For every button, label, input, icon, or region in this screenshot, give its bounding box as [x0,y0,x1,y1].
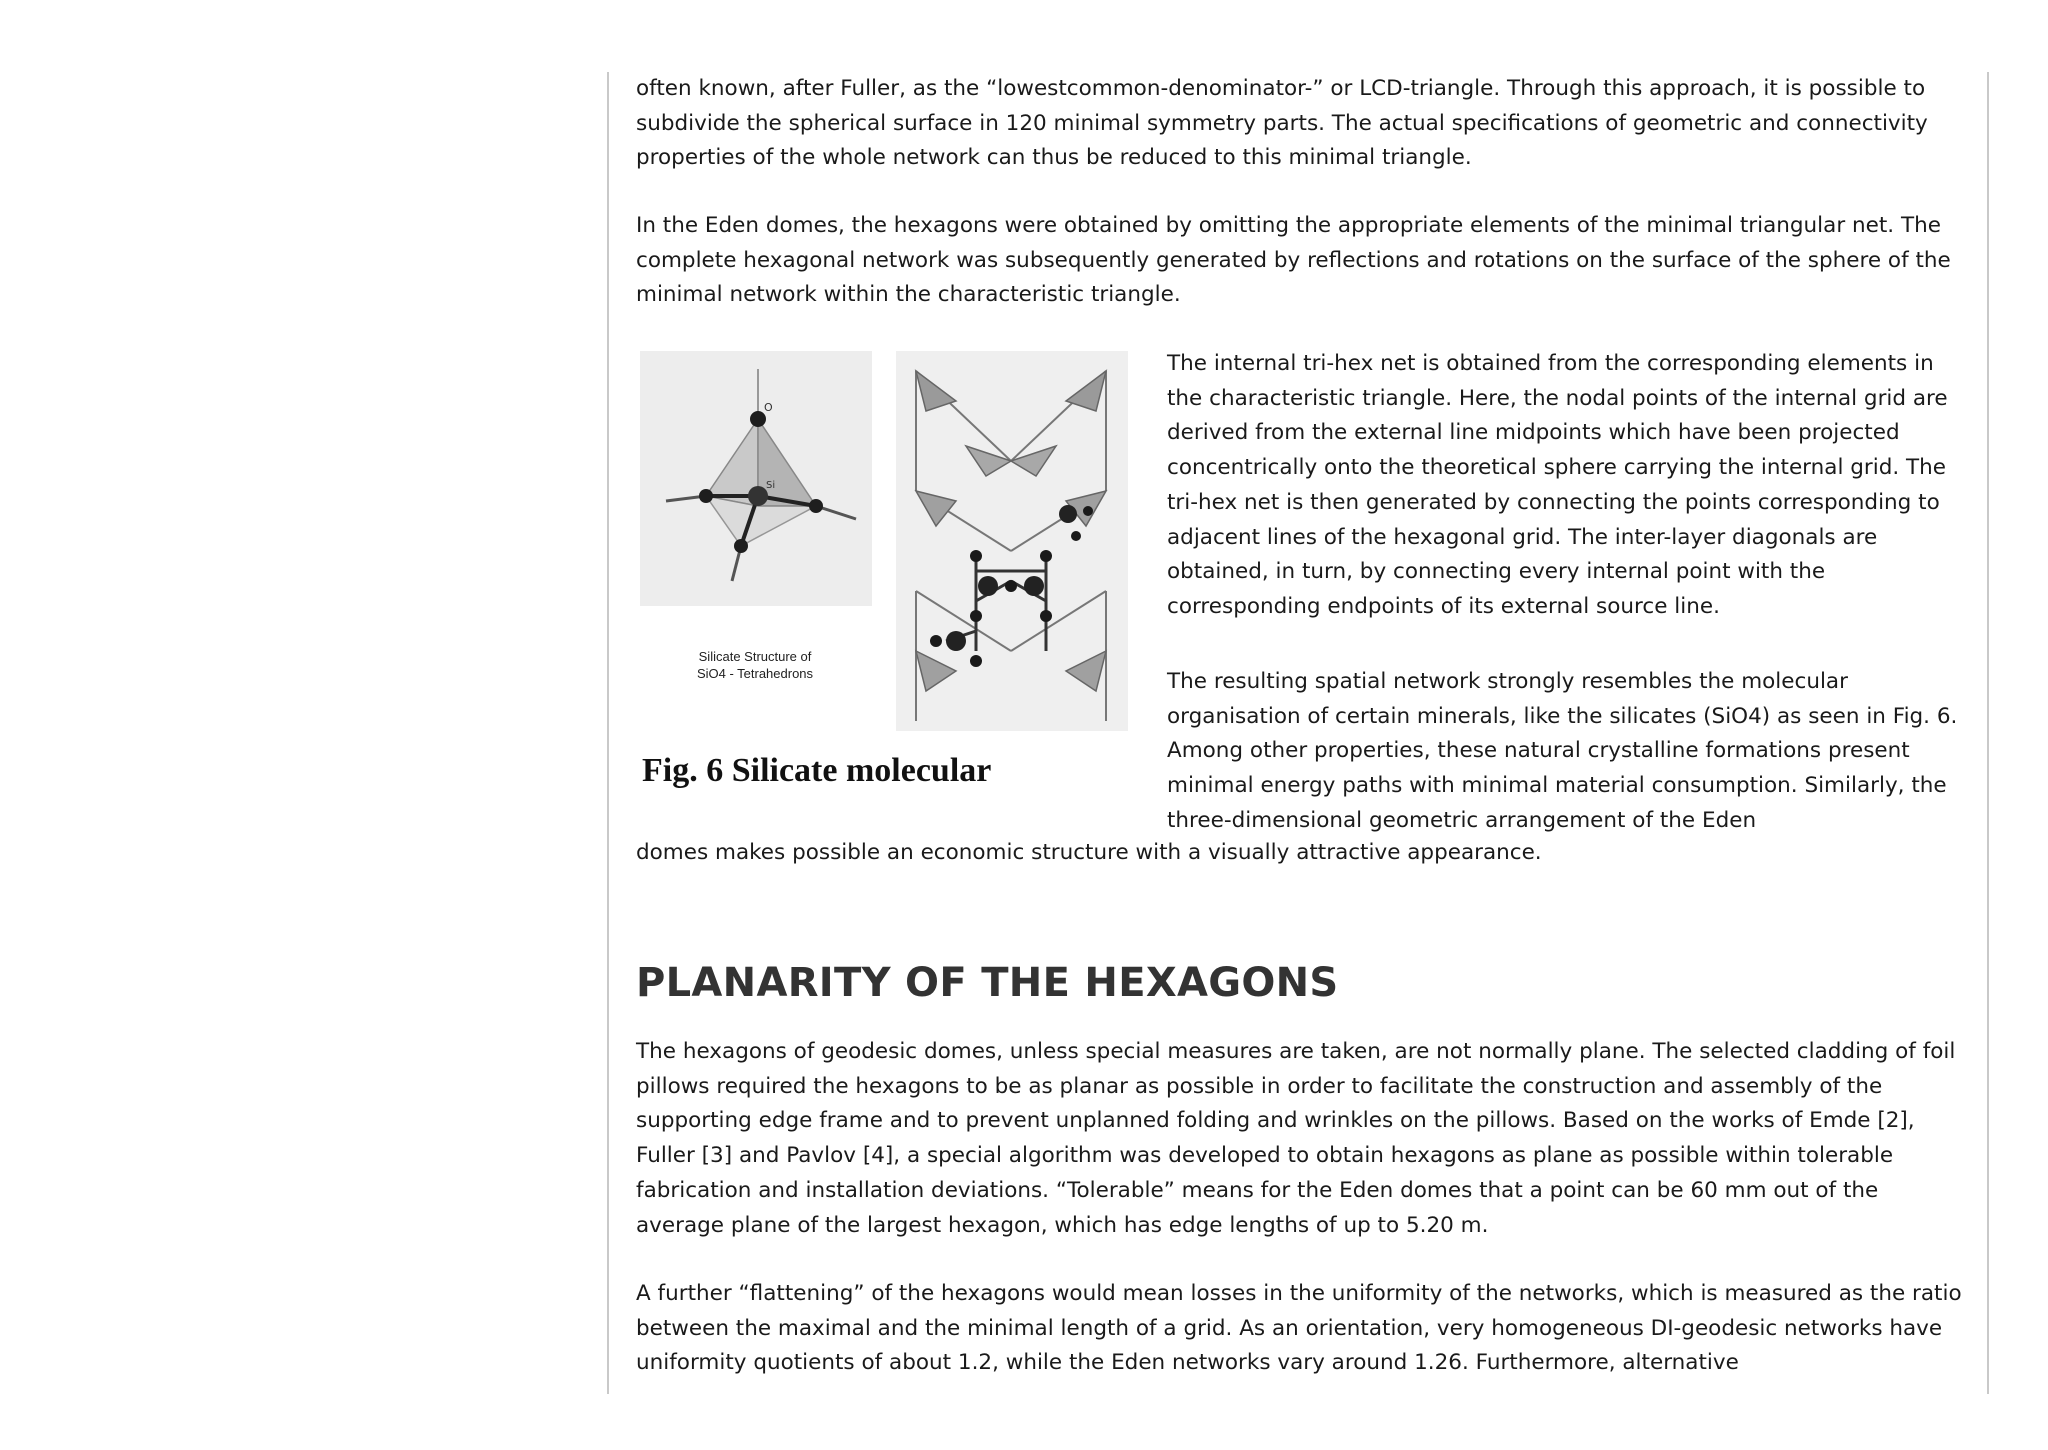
paragraph-flattening: A further “flattening” of the hexagons would mean losses in the uniformity of the networks, which is measured as the ratio between the maximal and the minimal length of a grid. As an orientation, very homogeneous DI-geodesic networks have uniformity quotients of about 1.2, while the Eden networks vary around 1.26. Furthermore, alternative [636,1281,1962,1376]
section-heading: PLANARITY OF THE HEXAGONS [636,960,1339,1006]
figure-silicate [636,351,1140,869]
article-column [607,72,1989,1394]
tetrahedron-diagram [640,351,872,731]
silicate-chain-diagram [896,351,1128,731]
figure-caption: Fig. 6 Silicate molecular [642,752,992,789]
paragraph-lcd-triangle: often known, after Fuller, as the “lowestcommon-denominator-” or LCD-triangle. Through this approach, it is possible to subdivide the spherical surface in 120 minimal symmetry parts. The actual specifications of geometric and connectivity properties of the whole network can thus be reduced to this minimal triangle. [636,76,1928,171]
atom-si-label: Si [766,480,776,491]
inset-label-line2: SiO4 - Tetrahedrons [696,666,814,681]
paragraph-trihex-net: The internal tri-hex net is obtained from the corresponding elements in the characteristic triangle. Here, the nodal points of the internal grid are derived from the external line midpoints which have been projected concentrically onto the theoretical sphere carrying the internal grid. The tri-hex net is then generated by connecting the points corresponding to adjacent lines of the hexagonal grid. The inter-layer diagonals are obtained, in turn, by connecting every internal point with the corresponding endpoints of its external source line. [1167,351,1948,619]
paragraph-silicate-resemblance: The resulting spatial network strongly resembles the molecular organisation of certain minerals, like the silicates (SiO4) as seen in Fig. 6. Among other properties, these natural crystalline formations present minimal energy paths with minimal material consumption. Similarly, the three-dimensional geometric arrangement of the Eden [1167,669,1958,833]
paragraph-silicate-resemblance-end: domes makes possible an economic structure with a visually attractive appearance. [636,840,1542,865]
paragraph-eden-hexagons: In the Eden domes, the hexagons were obtained by omitting the appropriate elements of the minimal triangular net. The complete hexagonal network was subsequently generated by reflections and rotations on the surface of the sphere of the minimal network within the characteristic triangle. [636,213,1951,308]
inset-label-line1: Silicate Structure of [698,649,812,664]
atom-o-label: O [764,401,773,414]
paragraph-planarity: The hexagons of geodesic domes, unless special measures are taken, are not normally plane. The selected cladding of foil pillows required the hexagons to be as planar as possible in order to facilitate the construction and assembly of the supporting edge frame and to prevent unplanned folding and wrinkles on the pillows. Based on the works of Emde [2], Fuller [3] and Pavlov [4], a special algorithm was developed to obtain hexagons as plane as possible within tolerable fabrication and installation deviations. “Tolerable” means for the Eden domes that a point can be 60 mm out of the average plane of the largest hexagon, which has edge lengths of up to 5.20 m. [636,1039,1956,1238]
